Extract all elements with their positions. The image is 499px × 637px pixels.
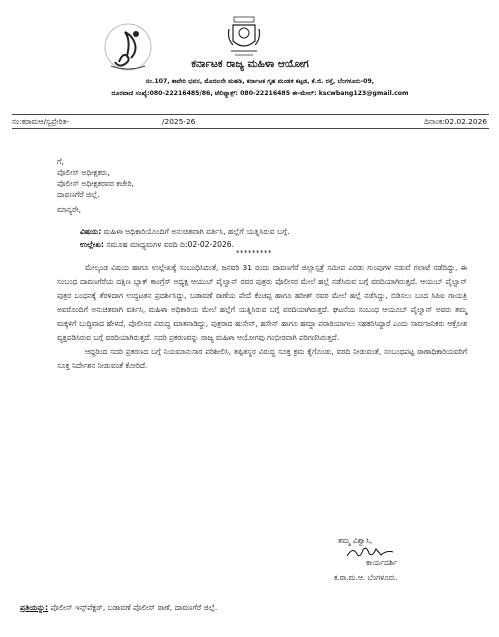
women-commission-logo-icon — [103, 22, 153, 74]
copy-text: ಪೊಲೀಸ್ ಇನ್ಸ್‌ಪೆಕ್ಟರ್, ಬಡಾವಣೆ ಪೊಲೀಸ್ ಠಾಣೆ, ದಾವಣಗೆರೆ ಜಿಲ್ಲೆ. — [48, 603, 218, 612]
state-emblem-icon — [225, 15, 263, 61]
recipient-to: ಗೆ, — [57, 157, 64, 166]
copy-to-line — [20, 603, 217, 613]
subject-label: ವಿಷಯ: — [80, 227, 102, 236]
org-name: ಕರ್ನಾಟಕ ರಾಜ್ಯ ಮಹಿಳಾ ಆಯೋಗ — [191, 58, 309, 70]
recipient-line: ಪೊಲೀಸ್ ಅಧೀಕ್ಷಕರವರ ಕಚೇರಿ, — [57, 179, 134, 188]
reference-year: /2025-26 — [162, 117, 196, 126]
recipient-line: ಪೊಲೀಸ್ ಅಧೀಕ್ಷಕರು, — [57, 168, 110, 177]
reference-bar — [12, 114, 489, 129]
reference-text: ಸಮೂಹ ಮಾಧ್ಯಮಗಳ ವರದಿ ದಿ:02-02-2026. — [103, 240, 235, 249]
recipient-line: ದಾವಣಗೆರೆ ಜಿಲ್ಲೆ. — [57, 190, 100, 199]
recipient-block — [57, 156, 134, 200]
body-paragraph: ಆದ್ದರಿಂದ ಸದರಿ ಪ್ರಕರಣದ ಬಗ್ಗೆ ನಿಯಮಾನುಸಾರ ಪರಿಶೀಲಿಸಿ, ತಪ್ಪಿತಸ್ಥರ ವಿರುದ್ಧ ಸೂಕ್ತ ಕ್ರಮ ಕೈಗೊಂಡು, ವರದಿ ನೀಡುವಂತೆ, ಸಂಬಂಧಪಟ್ಟ ಠಾಣಾಧಿಕಾರಿಯವರಿಗೆ ಸೂಕ್ತ ನಿರ್ದೇಶನ ನೀಡುವಂತೆ ಕೋರಿದೆ. — [57, 347, 467, 370]
salutation: ಮಾನ್ಯರೇ, — [57, 205, 82, 214]
signatory-title: ಕಾರ್ಯದರ್ಶಿ — [366, 558, 398, 567]
copy-label: ಪ್ರತಿಯನ್ನು: — [20, 603, 49, 612]
org-address: ನಂ.107, ಕಾವೇರಿ ಭವನ, ಮೊದಲನೇ ಮಹಡಿ, ಕರ್ನಾಟಕ ಗೃಹ ಮಂಡಳಿ ಕಟ್ಟಡ, ಕೆ.ಜಿ. ರಸ್ತೆ, ಬೆಂಗಳೂರು-09, — [145, 78, 375, 85]
org-contact: ದೂರವಾಣಿ ಸಂಖ್ಯೆ:080-22216485/86, ಟೆಲಿಫ್ಯಾಕ್ಸ್: 080-22216485 ಈ-ಮೇಲ್: kscwbang123@gmail.com — [111, 90, 409, 97]
reference-label: ಉಲ್ಲೇಖ: — [80, 240, 104, 249]
subject-text: ಮಹಿಳಾ ಅಧಿಕಾರಿಯೊಂದಿಗೆ ಅನುಚಿತವಾಗಿ ವರ್ತಿಸಿ, ಹಲ್ಲೆಗೆ ಯತ್ನಿಸಿರುವ ಬಗ್ಗೆ. — [101, 227, 290, 236]
signatory-office: ಕ.ರಾ.ಮ.ಆ. ಬೆಂಗಳೂರು. — [334, 573, 398, 582]
subject-line — [80, 227, 290, 237]
body-paragraph: ಮೇಲ್ಕಂಡ ವಿಷಯ ಹಾಗೂ ಉಲ್ಲೇಖಕ್ಕೆ ಸಂಬಂಧಿಸಿದಂತೆ, ಜನವರಿ 31 ರಂದು ದಾವಣಗೆರೆ ಜಿಲ್ಲಾಸ್ಪತ್ರೆ ಸಮೀಪ ಎರಡು ಗುಂಪುಗಳ ನಡುವೆ ಗಲಾಟೆ ನಡೆದಿದ್ದು, ಈ ಸಂಬಂಧ ದಾವಣಗೆರೆಯ ದಕ್ಷಿಣ ಬ್ಲಾಕ್ ಕಾಂಗ್ರೆಸ್ ಅಧ್ಯಕ್ಷ ಆಯುಬ್ ಪೈಲ್ವಾನ್ ರವರ ಪುತ್ರರು ಪೊಲೀಸರ ಮೇಲೆ ಹಲ್ಲೆ ನಡೆಸಿರುವ ಬಗ್ಗೆ ವರದಿಯಾಗಿರುತ್ತದೆ. ಆಯುಬ್ ಪೈಲ್ವಾನ್ ಪುತ್ರರ ಬಂಧನಕ್ಕೆ ತೆರಳಿದಾಗ ಉದ್ಧಟತನ ಪ್ರದರ್ಶಿಸಿದ್ದು, ಬಡಾವಣೆ ಠಾಣೆಯ ಪೇದೆ ಕೆಂಚಪ್ಪ ಹಾಗೂ ಹರೀಶ್ ರವರ ಮೇಲೆ ಹಲ್ಲೆ ನಡೆಸಿದ್ದು, ಬಿಡಿಸಲು ಬಂದ ಸಿಪಿಐ ಗಾಯತ್ರಿ ಅವರೊಂದಿಗೆ ಅನುಚಿತವಾಗಿ ವರ್ತಿಸಿ, ಮಹಿಳಾ ಅಧಿಕಾರಿಯ ಮೇಲೆ ಹಲ್ಲೆಗೆ ಯತ್ನಿಸಿರುವ ಬಗ್ಗೆ ವರದಿಯಾಗಿರುತ್ತದೆ. ಘಟನೆಯ ಸಂಬಂಧ ಆಯೂಬ್ ಪೈಲ್ವಾನ್ ಅವರು ತಮ್ಮ ಮಕ್ಕಳಿಗೆ ಬುದ್ಧಿವಾದ ಹೇಳದೆ, ಪೊಲೀಸರ ವಿರುದ್ಧ ಮಾತನಾಡಿದ್ದು, ಪುತ್ರರಾದ ಹುಸೇನ್, ಹಸೇನ್ ಹಾಗೂ ಹಮ್ಜಾ ಪರಾರಿಯಾಗಲು ಸಹಕರಿಸಿದ್ದಾರೆ ಎಂದು ಸಾರ್ವಜನಿಕರು ಆಕ್ರೋಶ ವ್ಯಕ್ತಪಡಿಸಿರುವ ಬಗ್ಗೆ ವರದಿಯಾಗಿರುತ್ತದೆ. ಸದರಿ ಪ್ರಕರಣವನ್ನು ರಾಜ್ಯ ಮಹಿಳಾ ಆಯೋಗವು ಗಂಭೀರವಾಗಿ ಪರಿಗಣಿಸಿರುತ್ತದೆ. — [57, 263, 467, 342]
separator: ********* — [236, 249, 272, 257]
letter-body — [57, 261, 467, 373]
reference-number: ಸಂ:ಕರಾಮಆ/ಸ್ವಪ್ರೇರಿತ- — [12, 117, 70, 126]
reference-line — [80, 240, 234, 250]
closing-thanks: ತಮ್ಮ ವಿಶ್ವಾಸಿ, — [338, 536, 373, 545]
letter-date: ದಿನಾಂಕ:02.02.2026 — [424, 117, 487, 126]
